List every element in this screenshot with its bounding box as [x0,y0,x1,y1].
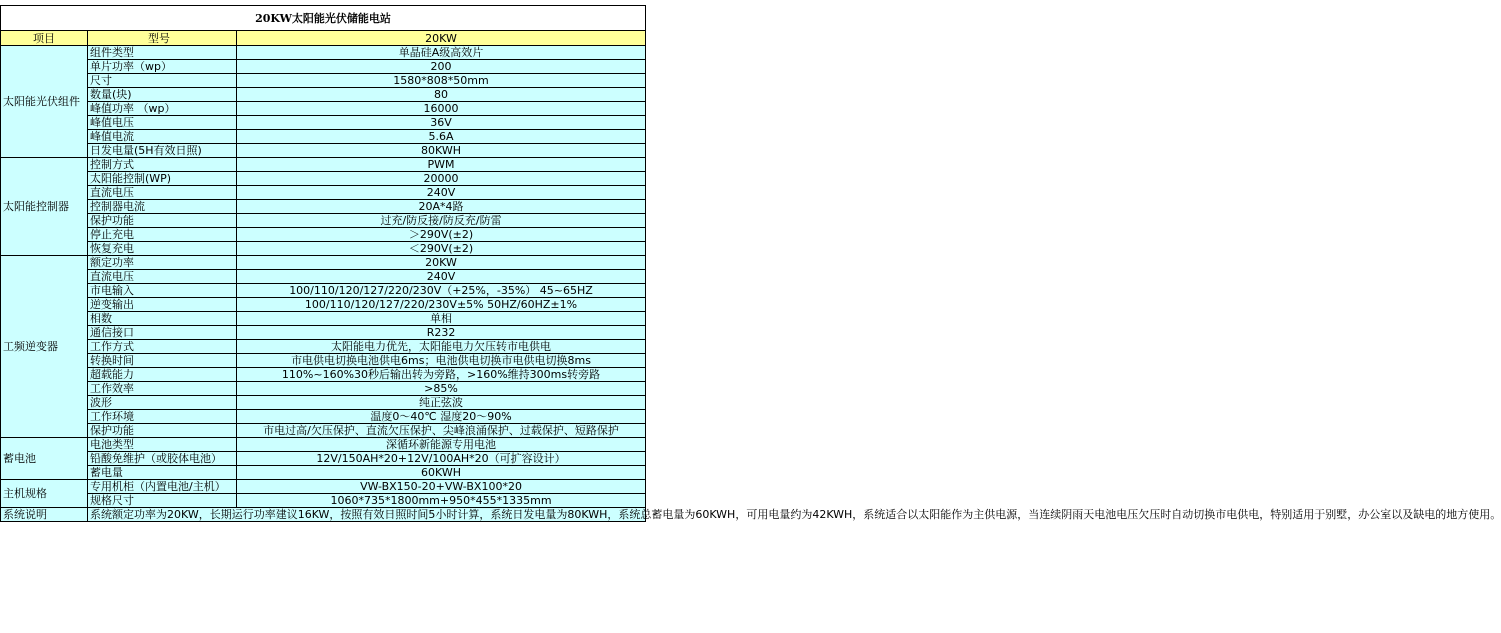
row-label: 直流电压 [88,186,237,200]
row-label: 太阳能控制(WP) [88,172,237,186]
row-label: 转换时间 [88,354,237,368]
row-label: 峰值功率 （wp） [88,102,237,116]
table-row [1,186,646,200]
table-row [1,200,646,214]
row-value: 20KW [237,256,646,270]
table-row [1,452,646,466]
row-value: 20000 [237,172,646,186]
row-value: 纯正弦波 [237,396,646,410]
table-row [1,354,646,368]
table-row [1,284,646,298]
row-label: 控制方式 [88,158,237,172]
table-row [1,88,646,102]
row-value: 80 [237,88,646,102]
row-value: 60KWH [237,466,646,480]
table-row [1,438,646,452]
table-row [1,102,646,116]
row-label: 单片功率（wp） [88,60,237,74]
row-value: ＜290V(±2) [237,242,646,256]
page-title: 20KW太阳能光伏储能电站 [1,6,646,31]
title-row [1,6,646,31]
row-value: 16000 [237,102,646,116]
note-text: 系统额定功率为20KW，长期运行功率建议16KW，按照有效日照时间5小时计算，系统日发电量为80KWH，系统总蓄电量为60KWH，可用电量约为42KWH，系统适合以太阳能作为主供电源，当连续阴雨天电池电压欠压时自动切换市电供电，特别适用于别墅，办公室以及缺电的地方使用。 [88,508,646,522]
row-value: ＞290V(±2) [237,228,646,242]
row-value: 深循环新能源专用电池 [237,438,646,452]
table-row [1,382,646,396]
table-row [1,228,646,242]
table-row [1,326,646,340]
row-label: 专用机柜（内置电池/主机） [88,480,237,494]
row-label: 规格尺寸 [88,494,237,508]
section-name: 太阳能光伏组件 [1,46,88,158]
row-value: >85% [237,382,646,396]
table-row [1,340,646,354]
table-row [1,60,646,74]
table-row [1,46,646,60]
row-label: 峰值电压 [88,116,237,130]
row-value: 36V [237,116,646,130]
row-label: 直流电压 [88,270,237,284]
section-name: 工频逆变器 [1,256,88,438]
row-label: 逆变输出 [88,298,237,312]
row-label: 超载能力 [88,368,237,382]
table-row [1,74,646,88]
table-row [1,494,646,508]
row-label: 工作效率 [88,382,237,396]
row-value: 温度0～40℃ 湿度20～90% [237,410,646,424]
row-value: 240V [237,270,646,284]
row-label: 额定功率 [88,256,237,270]
table-row [1,466,646,480]
table-row [1,396,646,410]
table-row [1,256,646,270]
row-value: VW-BX150-20+VW-BX100*20 [237,480,646,494]
row-label: 市电输入 [88,284,237,298]
row-value: 过充/防反接/防反充/防雷 [237,214,646,228]
header-item: 项目 [1,31,88,46]
row-value: 200 [237,60,646,74]
row-value: 1060*735*1800mm+950*455*1335mm [237,494,646,508]
row-label: 控制器电流 [88,200,237,214]
row-label: 工作方式 [88,340,237,354]
row-label: 保护功能 [88,214,237,228]
table-row [1,172,646,186]
section-name: 主机规格 [1,480,88,508]
header-value: 20KW [237,31,646,46]
row-label: 组件类型 [88,46,237,60]
row-label: 工作环境 [88,410,237,424]
row-value: 12V/150AH*20+12V/100AH*20（可扩容设计） [237,452,646,466]
table-row [1,158,646,172]
row-value: 1580*808*50mm [237,74,646,88]
table-row [1,214,646,228]
row-value: 240V [237,186,646,200]
row-label: 峰值电流 [88,130,237,144]
table-row [1,410,646,424]
row-value: 单相 [237,312,646,326]
row-value: 100/110/120/127/220/230V（+25%，-35%） 45~65HZ [237,284,646,298]
section-name: 蓄电池 [1,438,88,480]
row-value: 市电过高/欠压保护、直流欠压保护、尖峰浪涌保护、过载保护、短路保护 [237,424,646,438]
header-model: 型号 [88,31,237,46]
table-row [1,130,646,144]
table-row [1,144,646,158]
note-title: 系统说明 [1,508,88,522]
row-label: 通信接口 [88,326,237,340]
note-row [1,508,646,522]
spec-table [0,5,1501,522]
header-row [1,31,646,46]
row-label: 保护功能 [88,424,237,438]
row-label: 数量(块) [88,88,237,102]
row-label: 波形 [88,396,237,410]
row-label: 铅酸免维护（或胶体电池） [88,452,237,466]
table-row [1,480,646,494]
table-row [1,116,646,130]
row-label: 蓄电量 [88,466,237,480]
row-value: 单晶硅A级高效片 [237,46,646,60]
row-value: 100/110/120/127/220/230V±5% 50HZ/60HZ±1% [237,298,646,312]
row-value: 20A*4路 [237,200,646,214]
row-value: 5.6A [237,130,646,144]
table-row [1,242,646,256]
table-row [1,368,646,382]
row-label: 电池类型 [88,438,237,452]
row-value: 市电供电切换电池供电6ms；电池供电切换市电供电切换8ms [237,354,646,368]
section-name: 太阳能控制器 [1,158,88,256]
row-label: 恢复充电 [88,242,237,256]
table-row [1,312,646,326]
row-value: R232 [237,326,646,340]
table-row [1,298,646,312]
row-value: PWM [237,158,646,172]
row-value: 80KWH [237,144,646,158]
row-value: 110%~160%30秒后输出转为旁路，>160%维持300ms转旁路 [237,368,646,382]
table-row [1,424,646,438]
row-label: 日发电量(5H有效日照) [88,144,237,158]
row-label: 相数 [88,312,237,326]
row-label: 尺寸 [88,74,237,88]
table-row [1,270,646,284]
row-value: 太阳能电力优先，太阳能电力欠压转市电供电 [237,340,646,354]
row-label: 停止充电 [88,228,237,242]
